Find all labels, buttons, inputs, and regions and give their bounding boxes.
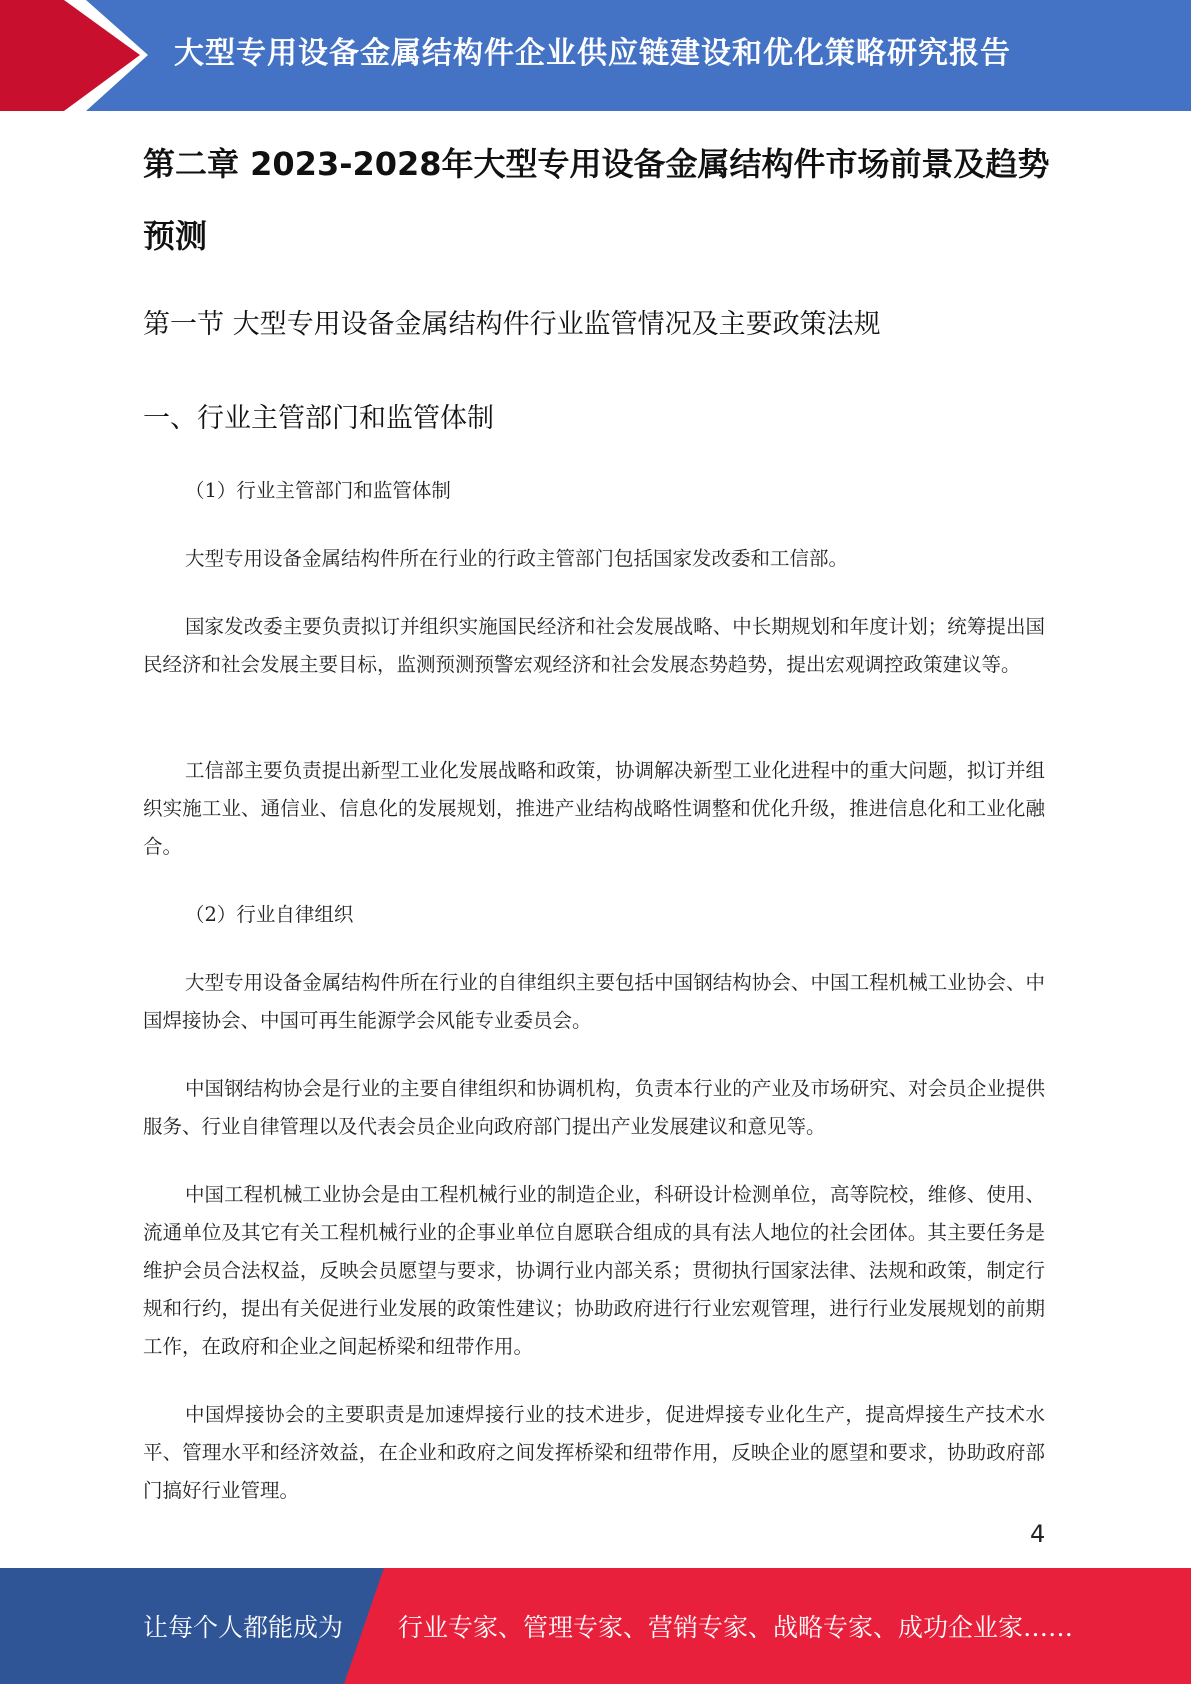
subsection-title: 一、行业主管部门和监管体制 [143,403,494,434]
header-title: 大型专用设备金属结构件企业供应链建设和优化策略研究报告 [174,36,1011,71]
section-title: 第一节 大型专用设备金属结构件行业监管情况及主要政策法规 [143,309,881,340]
page-number: 4 [1030,1520,1046,1548]
paragraph-welding-association: 中国焊接协会的主要职责是加速焊接行业的技术进步，促进焊接专业化生产，提高焊接生产技术水平、管理水平和经济效益，在企业和政府之间发挥桥梁和纽带作用，反映企业的愿望和要求，协助政府部门搞好行业管理。 [143,1403,1045,1502]
footer-slogan-right: 行业专家、管理专家、营销专家、战略专家、成功企业家…… [398,1613,1074,1642]
paragraph-item-1-heading: （1）行业主管部门和监管体制 [185,479,451,502]
page-header [0,0,1191,111]
paragraph-miit: 工信部主要负责提出新型工业化发展战略和政策，协调解决新型工业化进程中的重大问题，拟订并组织实施工业、通信业、信息化的发展规划，推进产业结构战略性调整和优化升级，推进信息化和工业化融合。 [143,759,1045,858]
paragraph-construction-machinery-association: 中国工程机械工业协会是由工程机械行业的制造企业，科研设计检测单位，高等院校，维修、使用、流通单位及其它有关工程机械行业的企事业单位自愿联合组成的具有法人地位的社会团体。其主要任务是维护会员合法权益，反映会员愿望与要求，协调行业内部关系；贯彻执行国家法律、法规和政策，制定行规和行约，提出有关促进行业发展的政策性建议；协助政府进行行业宏观管理，进行行业发展规划的前期工作，在政府和企业之间起桥梁和纽带作用。 [143,1183,1045,1358]
paragraph-self-regulatory: 大型专用设备金属结构件所在行业的自律组织主要包括中国钢结构协会、中国工程机械工业协会、中国焊接协会、中国可再生能源学会风能专业委员会。 [143,971,1045,1032]
paragraph-ndrc: 国家发改委主要负责拟订并组织实施国民经济和社会发展战略、中长期规划和年度计划；统筹提出国民经济和社会发展主要目标，监测预测预警宏观经济和社会发展态势趋势，提出宏观调控政策建议等。 [143,615,1045,676]
paragraph-authorities: 大型专用设备金属结构件所在行业的行政主管部门包括国家发改委和工信部。 [185,547,849,570]
page-footer [0,1568,1191,1684]
paragraph-item-2-heading: （2）行业自律组织 [185,903,354,926]
paragraph-steel-association: 中国钢结构协会是行业的主要自律组织和协调机构，负责本行业的产业及市场研究、对会员企业提供服务、行业自律管理以及代表会员企业向政府部门提出产业发展建议和意见等。 [143,1077,1045,1138]
footer-slogan-left: 让每个人都能成为 [143,1613,344,1642]
chapter-title: 第二章 2023-2028年大型专用设备金属结构件市场前景及趋势预测 [143,145,1050,255]
